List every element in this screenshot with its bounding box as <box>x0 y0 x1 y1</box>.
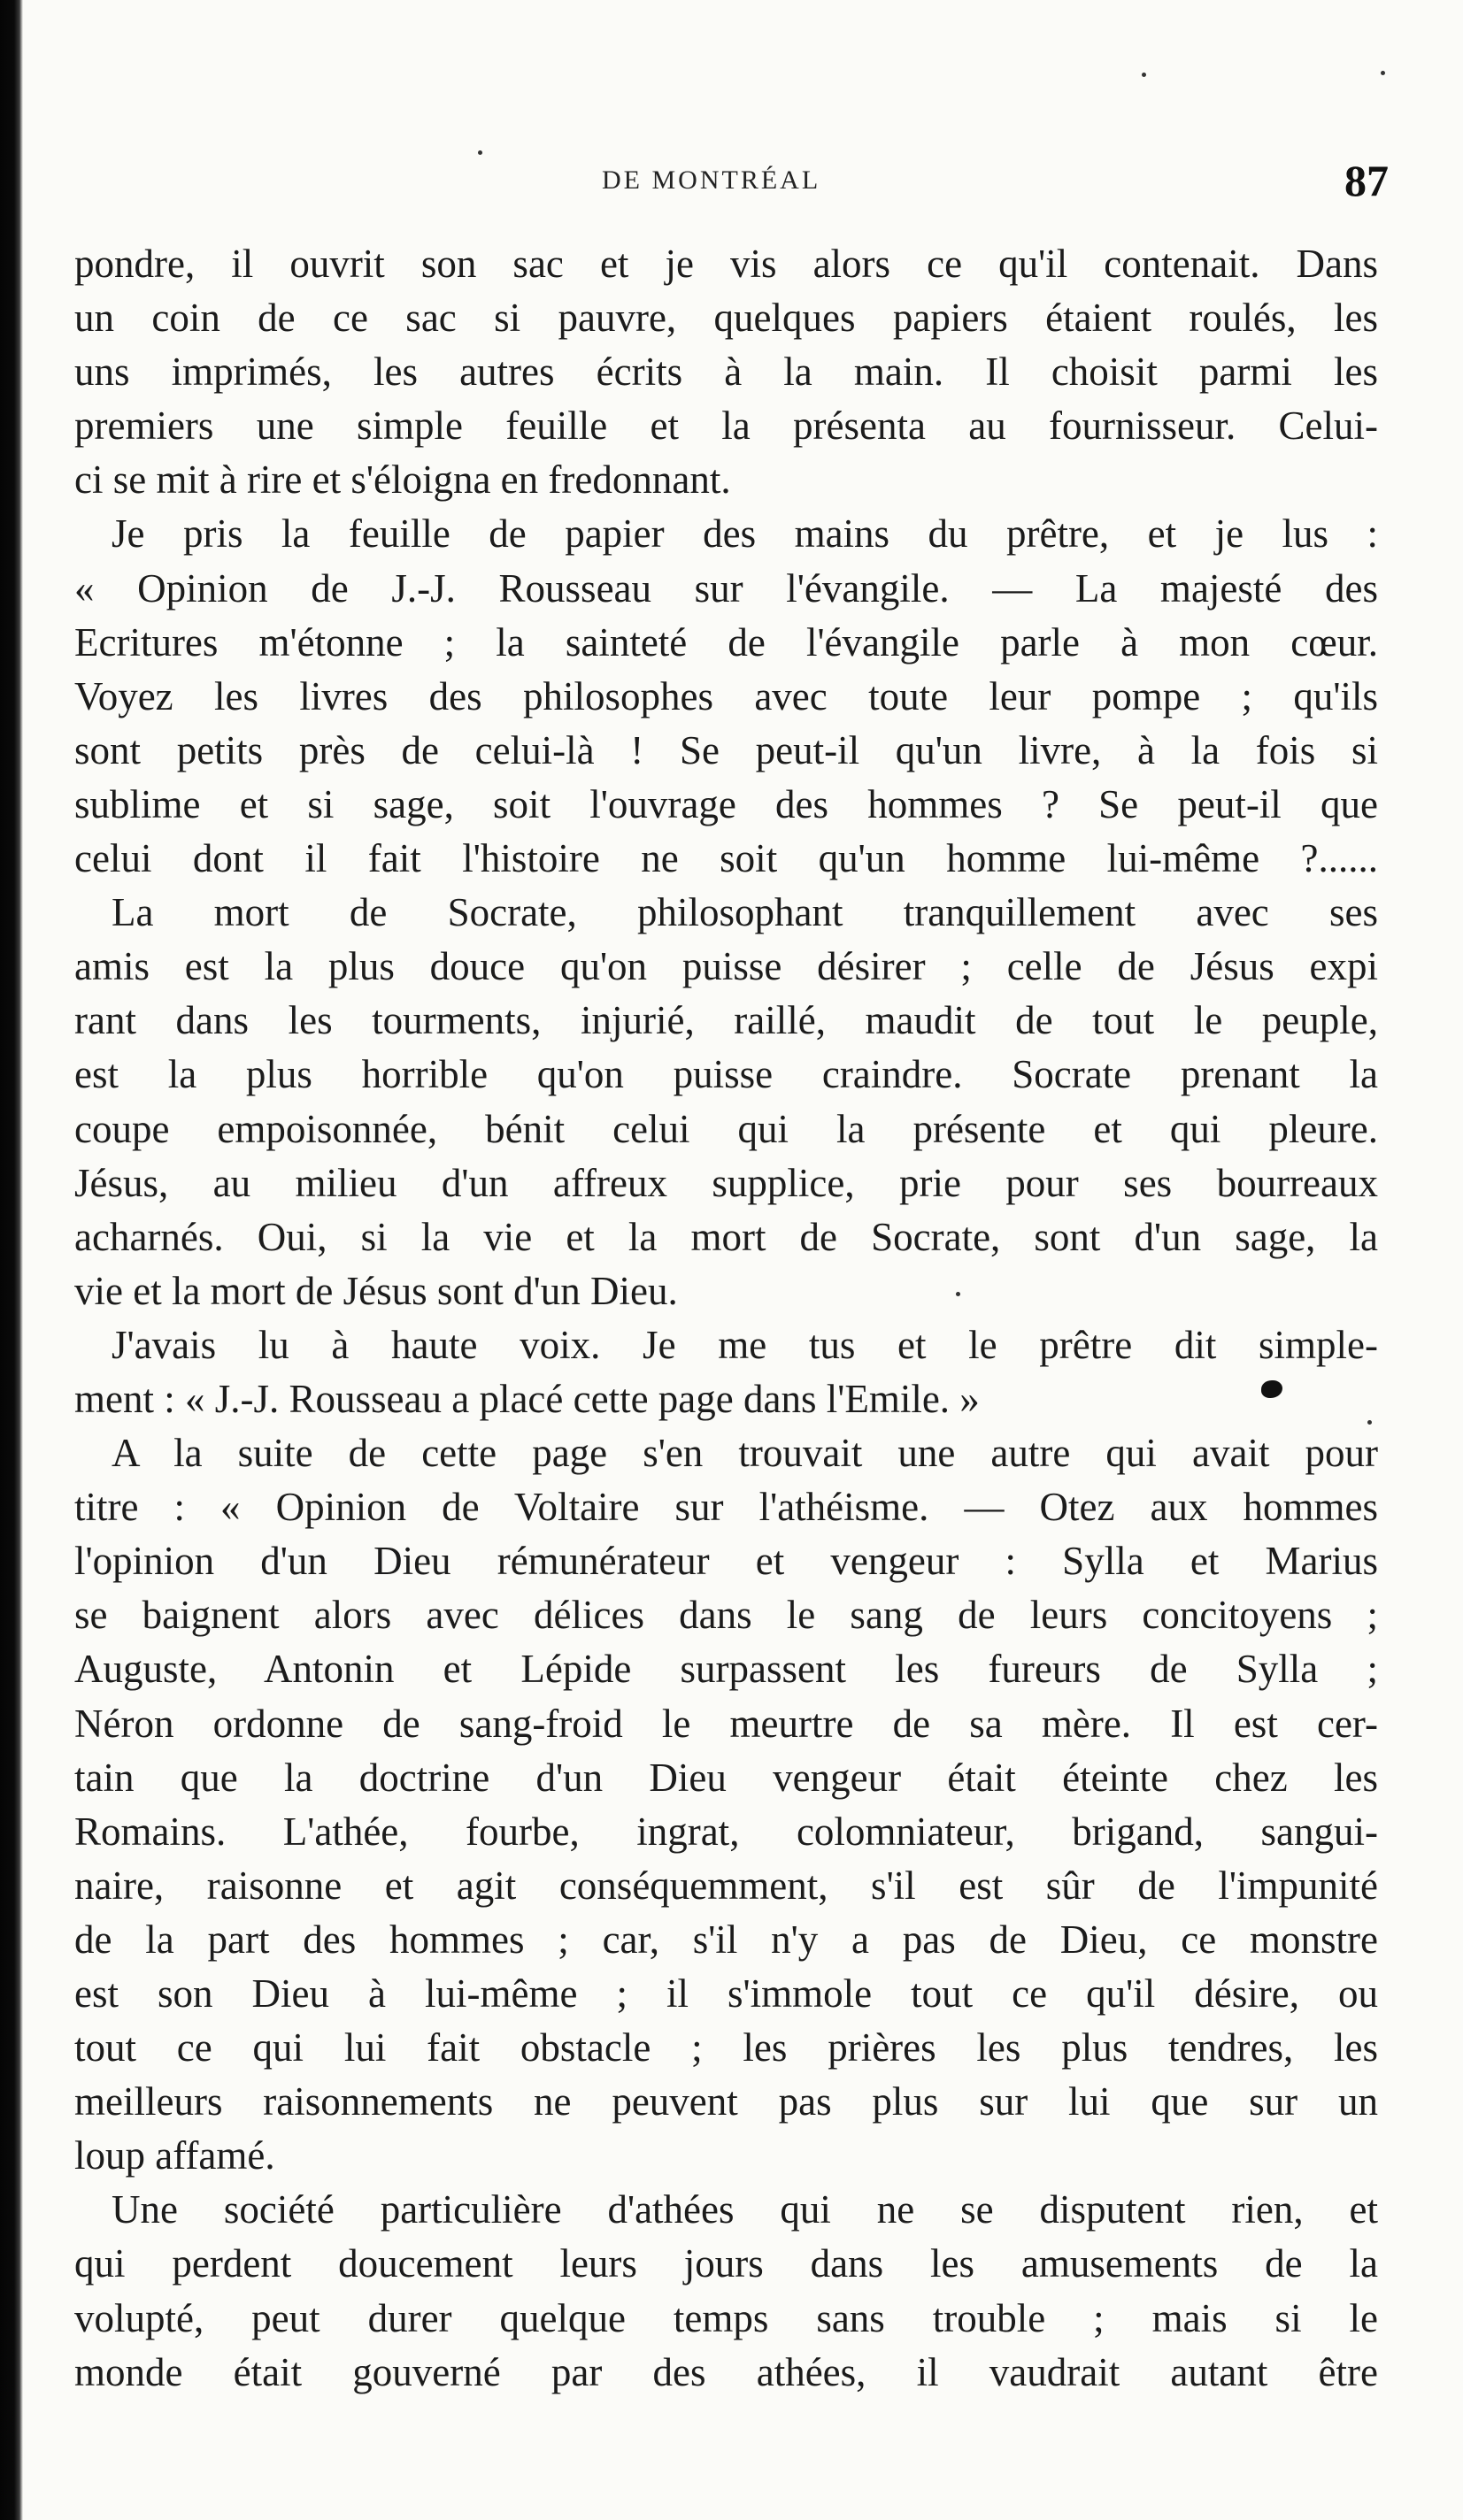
text-line: monde était gouverné par des athées, il vaudrait autant être <box>74 2349 1378 2394</box>
text-line: est son Dieu à lui-même ; il s'immole tout ce qu'il désire, ou <box>74 1971 1378 2016</box>
text-line: pondre, il ouvrit son sac et je vis alors ce qu'il contenait. Dans <box>74 242 1378 286</box>
running-head <box>0 155 1463 217</box>
running-title: DE MONTRÉAL <box>602 165 821 195</box>
text-line: Ecritures m'étonne ; la sainteté de l'évangile parle à mon cœur. <box>74 619 1378 665</box>
text-line: coupe empoisonnée, bénit celui qui la présente et qui pleure. <box>74 1106 1378 1151</box>
paragraph <box>74 886 1378 1318</box>
page-number: 87 <box>1344 156 1389 205</box>
text-line: qui perdent doucement leurs jours dans les amusements de la <box>74 2241 1378 2286</box>
text-line: est la plus horrible qu'on puisse craindre. Socrate prenant la <box>74 1052 1378 1097</box>
paper-speck <box>1367 1420 1372 1425</box>
text-line: sublime et si sage, soit l'ouvrage des hommes ? Se peut-il que <box>74 781 1378 826</box>
text-line: tain que la doctrine d'un Dieu vengeur était éteinte chez les <box>74 1755 1378 1800</box>
text-line: uns imprimés, les autres écrits à la main. Il choisit parmi les <box>74 350 1378 395</box>
text-line: acharnés. Oui, si la vie et la mort de Socrate, sont d'un sage, la <box>74 1214 1378 1259</box>
paragraph <box>74 1426 1378 2183</box>
text-line: sont petits près de celui-là ! Se peut-il qu'un livre, à la fois si <box>74 727 1378 772</box>
text-line: se baignent alors avec délices dans le sang de leurs concitoyens ; <box>74 1593 1378 1638</box>
text-line: ci se mit à rire et s'éloigna en fredonnant. <box>74 457 731 503</box>
text-line: rant dans les tourments, injurié, raillé, maudit de tout le peuple, <box>74 998 1378 1043</box>
text-line: un coin de ce sac si pauvre, quelques papiers étaient roulés, les <box>74 296 1378 341</box>
paragraph <box>74 1318 1378 1426</box>
text-line: amis est la plus douce qu'on puisse désirer ; celle de Jésus expi <box>74 944 1378 989</box>
paper-speck <box>1142 73 1146 77</box>
text-line: J'avais lu à haute voix. Je me tus et le prêtre dit simple- <box>112 1322 1378 1367</box>
text-line: Je pris la feuille de papier des mains du prêtre, et je lus : <box>112 511 1378 557</box>
page-binding-edge <box>0 0 23 2520</box>
text-line: naire, raisonne et agit conséquemment, s'il est sûr de l'impunité <box>74 1863 1378 1908</box>
text-line: titre : « Opinion de Voltaire sur l'athéisme. — Otez aux hommes <box>74 1485 1378 1530</box>
text-line: volupté, peut durer quelque temps sans trouble ; mais si le <box>74 2295 1378 2340</box>
paragraph <box>74 507 1378 886</box>
text-line: loup affamé. <box>74 2133 275 2178</box>
paper-speck <box>1381 71 1385 75</box>
body-text <box>74 237 1378 2400</box>
paragraph <box>74 237 1378 507</box>
text-line: ment : « J.-J. Rousseau a placé cette page dans l'Emile. » <box>74 1376 980 1421</box>
text-line: tout ce qui lui fait obstacle ; les prières les plus tendres, les <box>74 2025 1378 2071</box>
text-line: celui dont il fait l'histoire ne soit qu'un homme lui-même ?...... <box>74 836 1378 881</box>
text-line: La mort de Socrate, philosophant tranquillement avec ses <box>112 890 1378 935</box>
text-line: « Opinion de J.-J. Rousseau sur l'évangile. — La majesté des <box>74 565 1378 611</box>
text-line: Néron ordonne de sang-froid le meurtre de sa mère. Il est cer- <box>74 1701 1378 1746</box>
text-line: Voyez les livres des philosophes avec toute leur pompe ; qu'ils <box>74 673 1378 718</box>
text-line: Une société particulière d'athées qui ne se disputent rien, et <box>112 2187 1378 2232</box>
text-line: premiers une simple feuille et la présenta au fournisseur. Celui- <box>74 403 1378 449</box>
text-line: meilleurs raisonnements ne peuvent pas plus sur lui que sur un <box>74 2079 1378 2124</box>
text-line: de la part des hommes ; car, s'il n'y a pas de Dieu, ce monstre <box>74 1917 1378 1962</box>
paper-speck <box>956 1292 960 1296</box>
text-line: A la suite de cette page s'en trouvait une autre qui avait pour <box>112 1431 1378 1476</box>
text-line: Auguste, Antonin et Lépide surpassent les fureurs de Sylla ; <box>74 1647 1378 1692</box>
text-line: Jésus, au milieu d'un affreux supplice, prie pour ses bourreaux <box>74 1160 1378 1205</box>
text-line: vie et la mort de Jésus sont d'un Dieu. <box>74 1268 678 1313</box>
paragraph <box>74 2183 1378 2399</box>
paper-speck <box>478 150 482 155</box>
text-line: Romains. L'athée, fourbe, ingrat, colomniateur, brigand, sangui- <box>74 1809 1378 1854</box>
text-line: l'opinion d'un Dieu rémunérateur et vengeur : Sylla et Marius <box>74 1539 1378 1584</box>
